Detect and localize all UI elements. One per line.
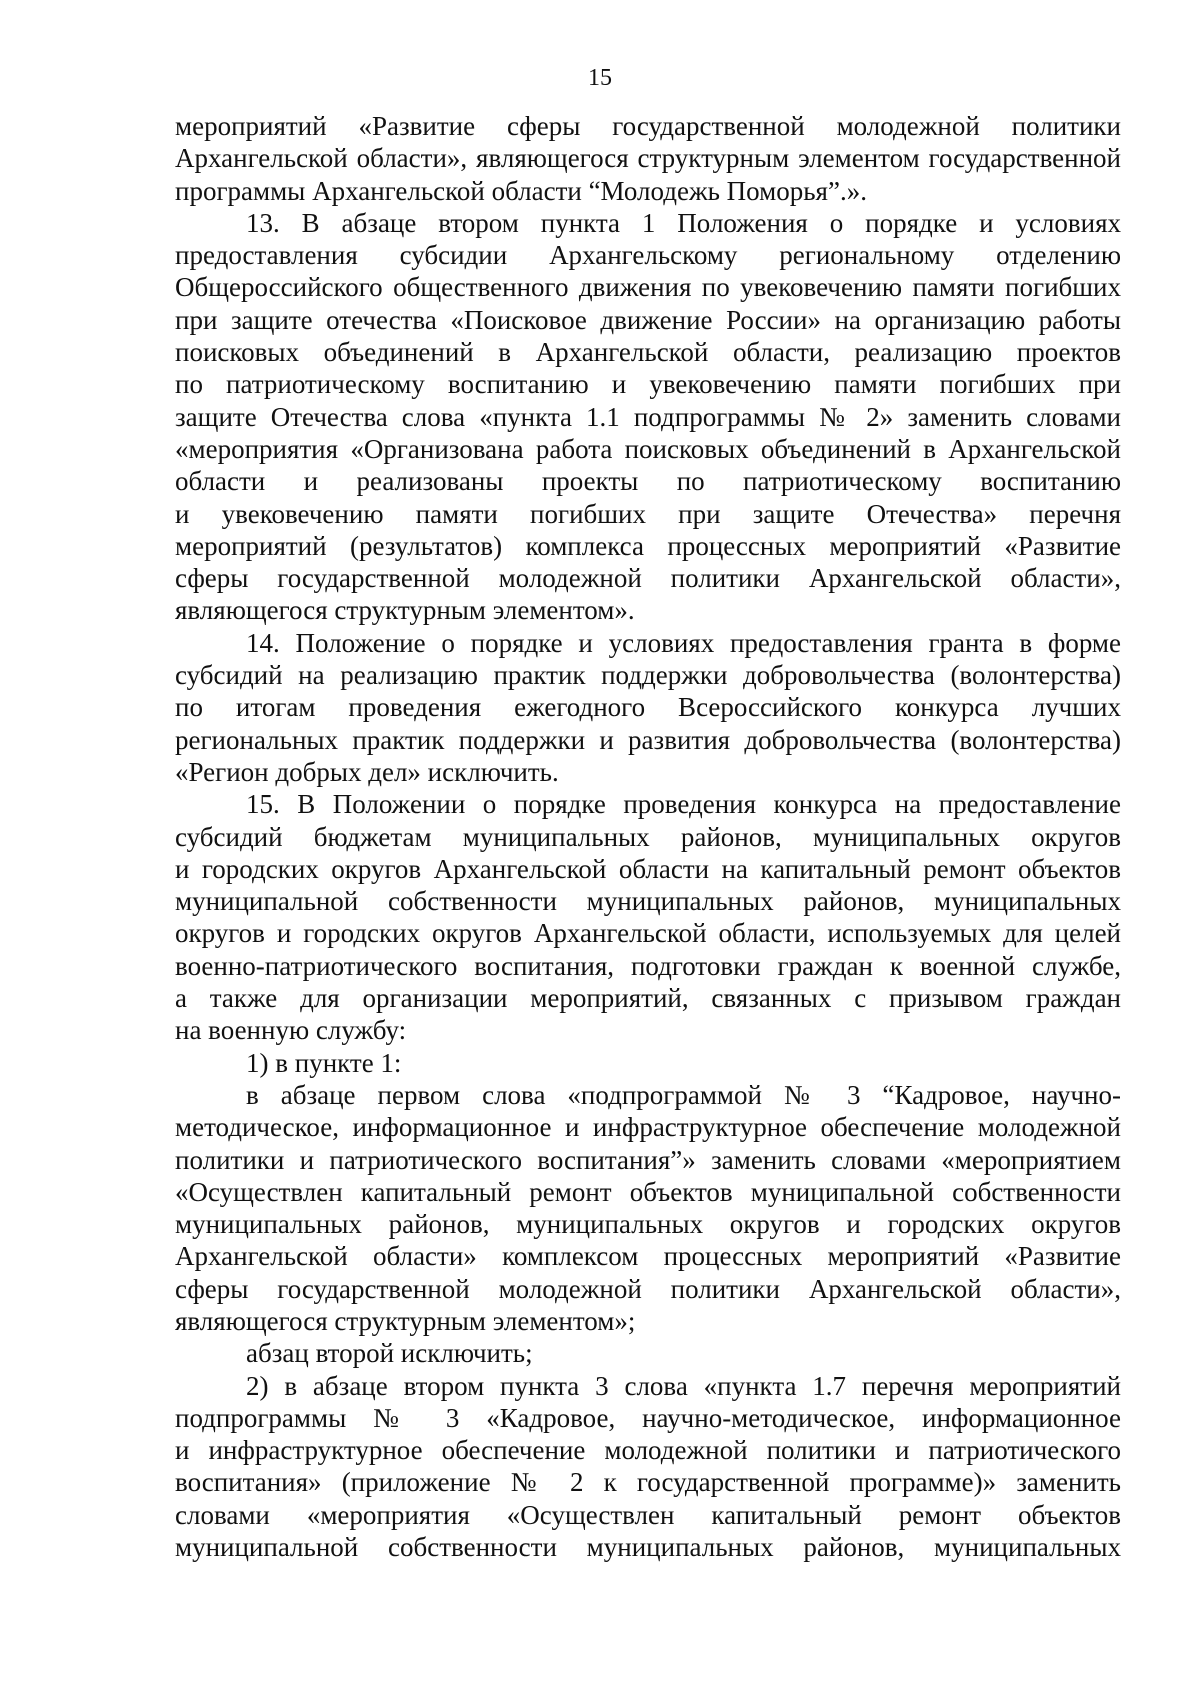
text-line: «Регион добрых дел» исключить. [175, 756, 559, 787]
text-line: субсидий бюджетам муниципальных районов, муниципальных округов [175, 821, 1121, 852]
text-line: по патриотическому воспитанию и увековечению памяти погибших при [175, 369, 1121, 400]
text-line: муниципальной собственности муниципальных районов, муниципальных [175, 886, 1121, 917]
text-line: поисковых объединений в Архангельской области, реализацию проектов [175, 337, 1121, 368]
text-line: «мероприятия «Организована работа поисковых объединений в Архангельской [175, 433, 1121, 464]
text-line: политики и патриотического воспитания”» заменить словами «мероприятием [175, 1144, 1121, 1175]
text-line: и увековечению памяти погибших при защите Отечества» перечня [175, 498, 1121, 529]
text-line: 1) в пункте 1: [246, 1047, 402, 1078]
text-line: являющегося структурным элементом»; [175, 1305, 636, 1336]
text-line: и городских округов Архангельской области на капитальный ремонт объектов [175, 853, 1121, 884]
text-line: по итогам проведения ежегодного Всероссийского конкурса лучших [175, 692, 1121, 723]
text-line: области и реализованы проекты по патриотическому воспитанию [175, 466, 1121, 497]
text-line: округов и городских округов Архангельской области, используемых для целей [175, 918, 1121, 949]
text-line: субсидий на реализацию практик поддержки добровольчества (волонтерства) [175, 660, 1121, 691]
text-line: Архангельской области» комплексом процессных мероприятий «Развитие [175, 1241, 1121, 1272]
text-line: 2) в абзаце втором пункта 3 слова «пункта 1.7 перечня мероприятий [246, 1370, 1121, 1401]
text-line: воспитания» (приложение № 2 к государственной программе)» заменить [175, 1467, 1121, 1498]
text-line: а также для организации мероприятий, связанных с призывом граждан [175, 983, 1121, 1014]
text-line: мероприятий «Развитие сферы государственной молодежной политики [175, 111, 1121, 141]
text-line: и инфраструктурное обеспечение молодежной политики и патриотического [175, 1435, 1121, 1466]
text-line: абзац второй исключить; [246, 1338, 533, 1369]
text-line: предоставления субсидии Архангельскому региональному отделению [175, 240, 1121, 271]
text-line: 13. В абзаце втором пункта 1 Положения о порядке и условиях [246, 207, 1121, 238]
page-number: 15 [588, 65, 612, 91]
text-line: Архангельской области», являющегося структурным элементом государственной [175, 143, 1121, 174]
text-line: региональных практик поддержки и развития добровольчества (волонтерства) [175, 724, 1121, 755]
text-line: 15. В Положении о порядке проведения конкурса на предоставление [246, 789, 1121, 820]
text-line: в абзаце первом слова «подпрограммой № 3 “Кадровое, научно- [246, 1079, 1121, 1110]
text-line: защите Отечества слова «пункта 1.1 подпрограммы № 2» заменить словами [175, 401, 1121, 432]
text-line: словами «мероприятия «Осуществлен капитальный ремонт объектов [175, 1499, 1121, 1530]
text-line: муниципальной собственности муниципальных районов, муниципальных [175, 1532, 1121, 1563]
text-line: «Осуществлен капитальный ремонт объектов муниципальной собственности [175, 1176, 1121, 1207]
text-line: методическое, информационное и инфраструктурное обеспечение молодежной [175, 1112, 1121, 1143]
text-line: программы Архангельской области “Молодежь Поморья”.». [175, 175, 867, 206]
text-line: мероприятий (результатов) комплекса процессных мероприятий «Развитие [175, 530, 1121, 561]
text-line: при защите отечества «Поисковое движение России» на организацию работы [175, 304, 1121, 335]
text-line: Общероссийского общественного движения по увековечению памяти погибших [175, 272, 1121, 303]
text-line: подпрограммы № 3 «Кадровое, научно-методическое, информационное [175, 1402, 1121, 1433]
text-line: 14. Положение о порядке и условиях предоставления гранта в форме [246, 627, 1121, 658]
text-line: военно-патриотического воспитания, подготовки граждан к военной службе, [175, 950, 1121, 981]
text-line: муниципальных районов, муниципальных округов и городских округов [175, 1209, 1121, 1240]
text-line: сферы государственной молодежной политики Архангельской области», [175, 563, 1121, 594]
text-line: сферы государственной молодежной политики Архангельской области», [175, 1273, 1121, 1304]
document-body [175, 110, 1121, 1563]
text-line: являющегося структурным элементом». [175, 595, 635, 626]
text-line: на военную службу: [175, 1015, 407, 1046]
